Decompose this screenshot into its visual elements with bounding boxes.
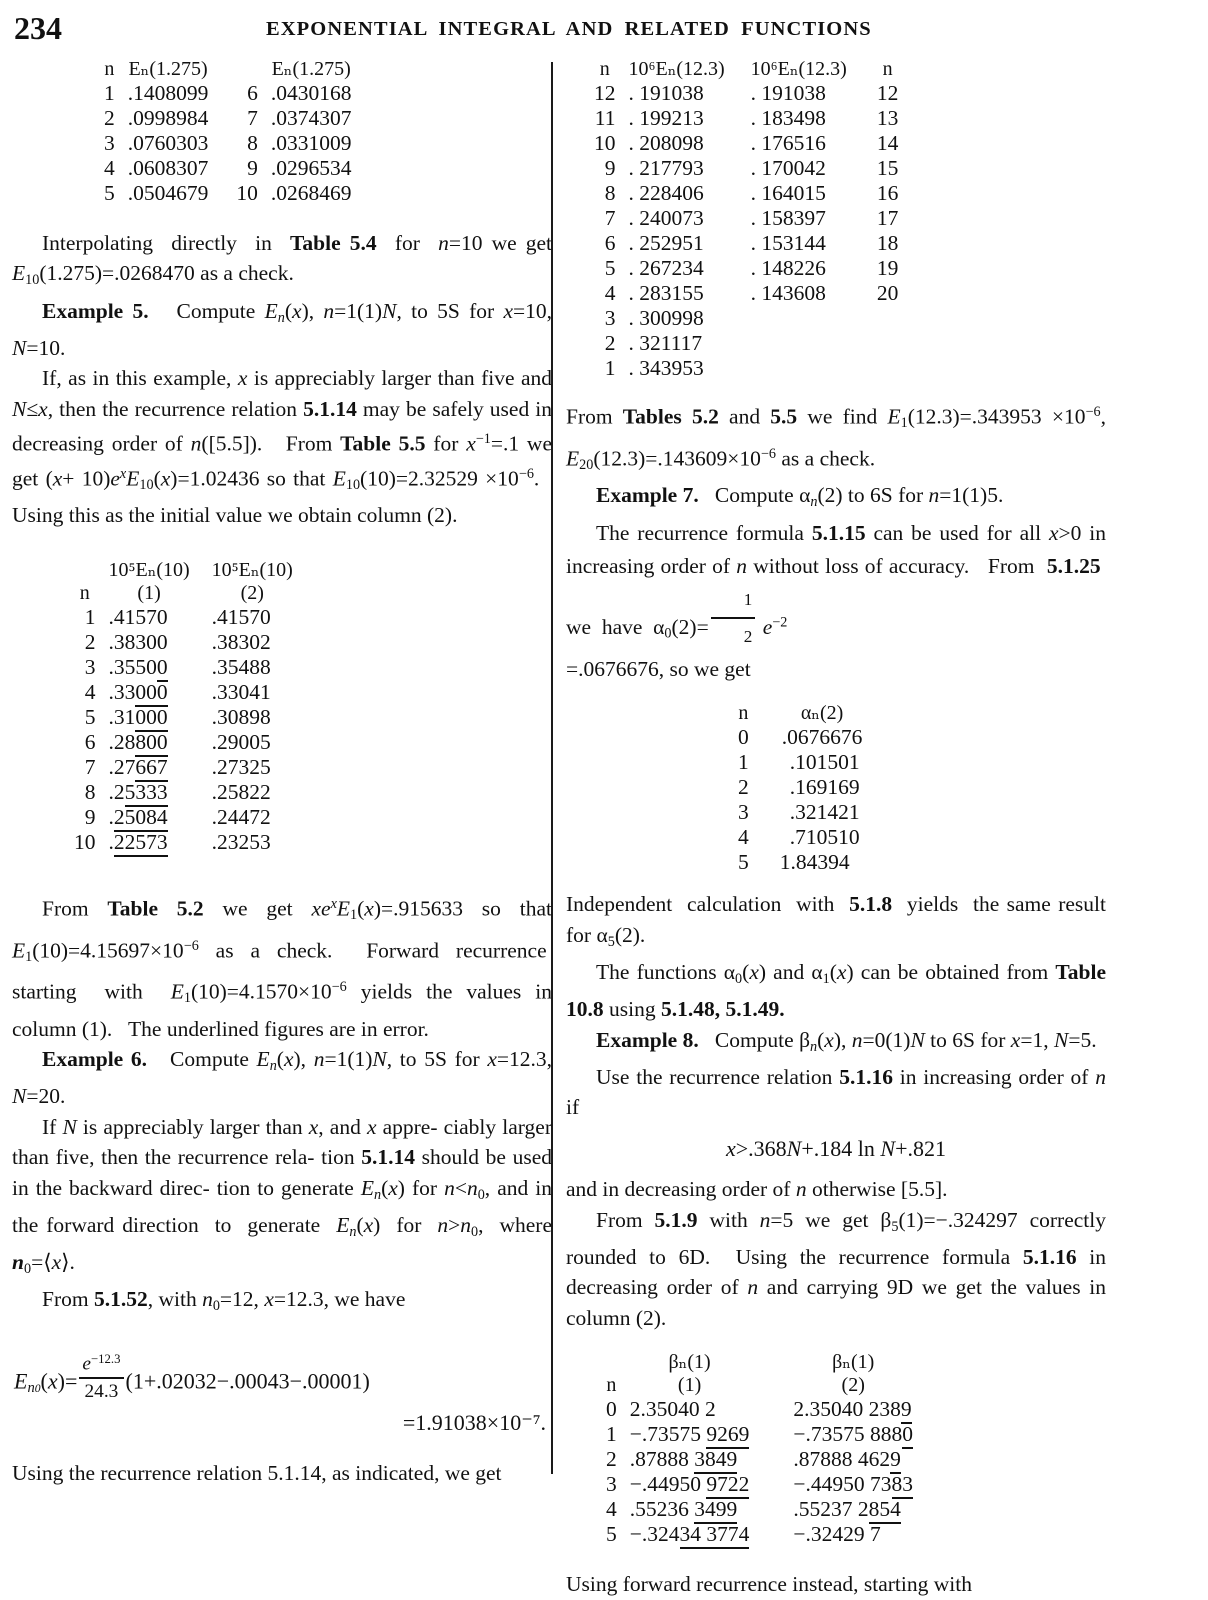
row-index: 2: [606, 1447, 617, 1472]
row-index: 1: [604, 356, 616, 380]
row-index: 0: [606, 1397, 617, 1422]
row-value: .101501: [789, 750, 860, 775]
para-example8: Example 8. Compute $\beta_n(x)$, n=0(1)N to 6S for x=1, N=5.: [596, 1027, 1097, 1055]
row-value-col1: .87888 3849: [630, 1447, 750, 1472]
example5-label: Example 5.: [42, 298, 149, 323]
row-value-col1: . 252951: [628, 231, 704, 255]
row-value-col1: .38300: [108, 629, 168, 654]
row-index-right: 17: [876, 206, 899, 230]
row-index: 3: [604, 306, 616, 330]
row-value-col1: .35500: [109, 655, 190, 680]
row-value-col2: .24472: [211, 804, 271, 829]
table-row: [594, 156, 898, 181]
error-digits: 000: [135, 680, 167, 707]
table-row: [594, 281, 898, 306]
row-value-col1: . 191038: [628, 81, 704, 105]
para-use-recurrence-5116: Use the recurrence relation 5.1.16 in increasing order of n if: [566, 1064, 1106, 1120]
header-col1-top: βₙ(1): [668, 1351, 711, 1374]
table-row: [594, 231, 898, 256]
header-value-left: Eₙ(1.275): [128, 58, 208, 80]
row-value-col2: .41570: [211, 604, 271, 629]
row-index: 4: [738, 825, 749, 850]
para-interpolating: Interpolating directly in Table 5.4 for n=10 we get $E_{10}(1.275)=.0268470$ as a check.: [12, 231, 553, 289]
row-value-col1: . 267234: [628, 256, 704, 280]
table-row: [74, 655, 293, 680]
row-value-col2: .87888 4629: [749, 1447, 913, 1472]
table-row: [594, 256, 898, 281]
row-index-right: 14: [876, 131, 899, 155]
table-beta-n-1: [606, 1349, 913, 1547]
table-row: [594, 306, 898, 331]
row-value-col1: . 217793: [628, 156, 704, 180]
row-value-2: .0331009: [270, 131, 352, 155]
table-row: [594, 131, 898, 156]
para-if-x-larger: If, as in this example, x is appreciably larger than five and N≤x, then the recurrence relation 5.1.14 may be safely used in decreasing order of n([5.5]). From Table 5.5 for $x^{-1}=.1$ we get $(x+ 10)e^xE_{10}(x)=1.02436$ so that $E_{10}(10)=2.32529 \times 10^{-6}$. Using this as the initial value we obtain column (2).: [12, 366, 552, 528]
row-index-right: 16: [876, 181, 899, 205]
table-row: [104, 131, 352, 156]
row-value-col2: .38302: [211, 629, 271, 654]
row-value-col2: . 164015: [750, 181, 826, 205]
table-header-row: [104, 56, 352, 81]
row-value: .321421: [789, 800, 860, 825]
running-title: EXPONENTIAL INTEGRAL AND RELATED FUNCTIONS: [266, 18, 872, 40]
row-index: 3: [606, 1472, 617, 1497]
row-value-col1: .25333: [109, 780, 190, 805]
error-digits: 9: [901, 1397, 912, 1424]
row-value-col2: . 170042: [750, 156, 826, 180]
row-index-right: 15: [876, 156, 899, 180]
para-from-5152: From 5.1.52, with $n_0=12$, x=12.3, we have: [42, 1287, 406, 1315]
header-col2: 10⁶Eₙ(12.3): [750, 58, 847, 80]
para-decreasing-order: and in decreasing order of n otherwise [5.5].: [566, 1177, 948, 1202]
header-n: n: [79, 581, 90, 604]
equation-inequality: x>.368N+.184 ln N+.821: [725, 1135, 946, 1161]
error-digits: 854: [869, 1497, 901, 1524]
row-value-col2: .33041: [211, 679, 271, 704]
row-value-col2: .27325: [211, 754, 271, 779]
table-row: [738, 825, 862, 850]
table-row: [74, 680, 293, 705]
row-index: 4: [104, 156, 115, 180]
row-index-2: 10: [236, 181, 258, 205]
row-value-2: .0268469: [270, 181, 352, 205]
table-row: [594, 181, 898, 206]
table-row: [74, 605, 293, 630]
row-index-right: 18: [876, 231, 899, 255]
table-row: [738, 725, 862, 750]
example8-label: Example 8.: [596, 1027, 699, 1052]
table-row: [74, 630, 293, 655]
header-col2-top: 10⁵Eₙ(10): [211, 558, 293, 581]
row-index: 10: [594, 131, 616, 155]
table-row: [738, 800, 862, 825]
row-value-col2: .29005: [211, 729, 271, 754]
table-header-row: [738, 700, 862, 725]
row-value-col2: −.32429 7: [793, 1522, 881, 1547]
table-row: [594, 81, 898, 106]
para-example6: Example 6. Compute $E_n(x)$, n=1(1)N, to 5S for x=12.3, N=20.: [12, 1047, 553, 1109]
header-alpha: αₙ(2): [800, 702, 844, 725]
row-index-2: 8: [247, 131, 258, 155]
para-independent-calc: Independent calculation with 5.1.8 yields the same result for $\alpha_5(2)$.: [566, 892, 1106, 950]
table-row: [74, 705, 293, 730]
row-value-col2: . 191038: [750, 81, 826, 105]
error-digits: 0: [902, 1422, 913, 1449]
table-header-row-bottom: [606, 1374, 913, 1397]
row-value: .0504679: [127, 181, 209, 205]
equation-result: =1.91038×10⁻⁷.: [402, 1409, 546, 1435]
table-row: [74, 730, 293, 755]
row-index: 8: [604, 181, 616, 205]
para-example5: Example 5. Compute $E_n(x)$, n=1(1)N, to 5S for x=10, N=10.: [12, 298, 552, 360]
header-col1: 10⁶Eₙ(12.3): [628, 58, 725, 80]
header-col2-bot: (2): [240, 581, 264, 604]
row-index: 2: [84, 629, 96, 654]
row-index-right: 12: [876, 81, 899, 105]
row-value-2: .0296534: [270, 156, 352, 180]
table-en-1275: [104, 56, 352, 206]
table-row: [104, 81, 352, 106]
table-row: [74, 780, 293, 805]
row-value: .169169: [789, 775, 860, 800]
row-index: 3: [104, 131, 115, 155]
header-n-right: [208, 56, 271, 81]
row-index: 4: [84, 679, 96, 704]
row-index-2: 7: [247, 106, 258, 130]
table-row: [104, 106, 352, 131]
row-index-right: 20: [876, 281, 899, 305]
error-digits: 9722: [706, 1472, 749, 1499]
table-row: [606, 1397, 913, 1422]
error-digits: 0: [157, 655, 168, 682]
row-index: 7: [604, 206, 616, 230]
row-index: 4: [604, 281, 616, 305]
row-value-col1: . 208098: [628, 131, 704, 155]
table-e-123: [594, 56, 898, 381]
equation-En0: $E_{n0}(x)=$ $\frac{e^{-12.3}}{24.3}$ (1+.02032−.00043−.00001) =1.91038×10⁻⁷.: [14, 1352, 552, 1437]
row-index: 6: [84, 729, 96, 754]
row-value-col2: .55237 2854: [749, 1497, 913, 1522]
row-index: 6: [604, 231, 616, 255]
row-value-col2: 2.35040 2389: [749, 1397, 913, 1422]
error-digits: 9269: [706, 1422, 749, 1449]
fraction-exp-over-243: $\frac{e^{-12.3}}{24.3}$: [79, 1352, 123, 1405]
row-value-col1: .28800: [109, 730, 190, 755]
row-index: 9: [604, 156, 616, 180]
table-row: [738, 850, 862, 875]
row-index-2: 9: [247, 156, 258, 180]
row-value-col1: 2.35040 2: [629, 1397, 716, 1422]
para-from-519: From 5.1.9 with n=5 we get $\beta_5(1)=-.324297$ correctly rounded to 6D. Using the recurrence formula 5.1.16 in decreasing order of n and carrying 9D we get the values in column (2).: [566, 1207, 1106, 1330]
row-index: 3: [84, 654, 96, 679]
row-value-col1: .27667: [109, 755, 190, 780]
header-n: n: [606, 1374, 617, 1397]
row-value-col2: −.44950 7383: [749, 1472, 913, 1497]
row-value-col1: . 199213: [628, 106, 704, 130]
row-value-col2: . 153144: [750, 231, 826, 255]
row-value-col2: . 176516: [750, 131, 826, 155]
table-row: [606, 1422, 913, 1447]
para-if-N-larger: If N is appreciably larger than x, and x appre- ciably larger than five, then the recurrence rela- tion 5.1.14 should be used in the backward direc- tion to generate $E_n(x)$ for $n<n_0$, and in the forward direction to generate $E_n(x)$ for $n>n_0$, where $n_0=⟨x⟩$.: [12, 1114, 553, 1277]
row-index: 1: [104, 81, 115, 105]
row-index: 3: [738, 800, 749, 825]
row-index-right: 19: [876, 256, 899, 280]
table-header-row-top: [74, 557, 293, 582]
row-index: 2: [604, 331, 616, 355]
error-digits: 5333: [125, 780, 168, 807]
para-example7: Example 7. Compute $\alpha_n(2)$ to 6S for n=1(1)5.: [596, 483, 1004, 511]
row-value: .0676676: [781, 725, 863, 750]
para-functions-alpha: The functions $\alpha_0(x)$ and $\alpha_1(x)$ can be obtained from Table 10.8 using 5.1.48, 5.1.49.: [566, 960, 1106, 1022]
row-index: 2: [738, 775, 749, 800]
row-index: 4: [606, 1497, 617, 1522]
row-value-col2: .25822: [211, 779, 271, 804]
table-row: [606, 1522, 913, 1547]
example6-label: Example 6.: [42, 1047, 148, 1072]
row-value-col1: .25084: [109, 805, 190, 830]
header-n-left: n: [104, 58, 115, 80]
row-index: 10: [74, 829, 96, 854]
row-value-col1: .22573: [109, 830, 190, 855]
row-index: 5: [104, 181, 115, 205]
row-index: 5: [604, 256, 616, 280]
row-index: 9: [84, 804, 96, 829]
row-value-col1: .41570: [108, 604, 168, 629]
row-value-col1: .33000: [109, 680, 190, 705]
fraction-one-half: $\frac{1}{2}$: [711, 583, 756, 653]
row-value-col1: . 321117: [628, 331, 703, 355]
header-n-right: n: [882, 58, 893, 80]
row-index-2: 6: [247, 81, 258, 105]
table-row: [594, 331, 898, 356]
para-using-recurrence: Using the recurrence relation 5.1.14, as indicated, we get: [12, 1461, 502, 1486]
row-value: .0998984: [127, 106, 209, 130]
row-index: 1: [738, 750, 749, 775]
error-digits: 3849: [694, 1447, 737, 1474]
row-value: .0608307: [127, 156, 209, 180]
header-n-left: n: [599, 58, 610, 80]
row-value-col2: . 183498: [750, 106, 826, 130]
table-row: [104, 156, 352, 181]
table-row: [594, 206, 898, 231]
table-row: [738, 750, 862, 775]
row-value-2: .0430168: [270, 81, 352, 105]
para-from-tables-52-55: From Tables 5.2 and 5.5 we find $E_1(12.3)=.343953 \times 10^{-6}$, $E_{20}(12.3)=.143609\times 10^{-6}$ as a check.: [566, 404, 1106, 473]
header-col2-bot: (2): [841, 1374, 865, 1397]
row-index: 11: [594, 106, 616, 130]
row-value-col2: . 148226: [750, 256, 826, 280]
table-e10-columns: [74, 557, 293, 855]
row-value-col1: . 240073: [628, 206, 704, 230]
table-row: [606, 1497, 913, 1522]
error-digits: 000: [135, 705, 167, 732]
row-value-col2: .30898: [211, 704, 271, 729]
table-alpha-n-2: [738, 700, 862, 875]
row-index: 8: [84, 779, 96, 804]
right-column: [566, 56, 1106, 1600]
row-value-2: .0374307: [270, 106, 352, 130]
row-value-col1: −.73575 9269: [630, 1422, 750, 1447]
row-index: 2: [104, 106, 115, 130]
page-number: 234: [14, 10, 62, 46]
row-value-col2: −.73575 8880: [749, 1422, 913, 1447]
row-value-col1: . 300998: [628, 306, 704, 330]
header-col1-bot: (1): [137, 581, 161, 604]
error-digits: 667: [135, 755, 167, 782]
table-row: [606, 1447, 913, 1472]
para-using-forward-recurrence: Using forward recurrence instead, starting with: [566, 1572, 972, 1597]
row-index: 5: [606, 1522, 617, 1547]
error-digits: 25084: [114, 805, 168, 832]
error-digits: 83: [892, 1472, 914, 1499]
row-value: .0760303: [127, 131, 209, 155]
row-index: 0: [738, 725, 749, 750]
table-row: [594, 356, 898, 381]
table-header-row-bottom: [74, 582, 293, 605]
row-index: 5: [84, 704, 96, 729]
table-row: [74, 805, 293, 830]
table-row: [594, 106, 898, 131]
table-row: [74, 755, 293, 780]
row-index: 1: [84, 604, 96, 629]
row-index: 5: [738, 850, 749, 875]
table-row: [104, 181, 352, 206]
row-value-col2: .35488: [211, 654, 271, 679]
header-value-right: Eₙ(1.275): [271, 58, 351, 80]
row-value-col2: . 143608: [750, 281, 826, 305]
row-value: 1.84394: [779, 850, 850, 875]
header-n: n: [738, 702, 749, 725]
row-value: .1408099: [127, 81, 209, 105]
left-column: [12, 56, 552, 1488]
table-header-row-top: [606, 1349, 913, 1374]
row-value-col1: . 343953: [628, 356, 704, 380]
row-value-col1: . 228406: [628, 181, 704, 205]
table-row: [606, 1472, 913, 1497]
header-col1-bot: (1): [677, 1374, 702, 1397]
running-head: [0, 8, 1208, 50]
error-digits: 800: [135, 730, 167, 757]
table-row: [74, 830, 293, 855]
header-col1-top: 10⁵Eₙ(10): [108, 558, 190, 581]
row-value-col1: −.32434 3774: [630, 1522, 750, 1547]
header-col2-top: βₙ(1): [832, 1351, 875, 1374]
para-from-table-52: From Table 5.2 we get $xe^xE_1(x)=.915633$ so that $E_1(10)=4.15697\times 10^{-6}$ as a check. Forward recurrence starting with $E_1(10)=4.1570\times 10^{-6}$ yields the values in column (1). The underlined figures are in error.: [12, 895, 552, 1041]
row-value-col1: . 283155: [628, 281, 704, 305]
row-index: 12: [594, 81, 616, 105]
table-row: [738, 775, 862, 800]
table-header-row: [594, 56, 898, 81]
row-value-col1: .55236 3499: [630, 1497, 750, 1522]
error-digits: 34 3774: [680, 1522, 750, 1549]
error-digits: 9: [890, 1447, 901, 1474]
row-value: .710510: [789, 825, 860, 850]
row-index-right: 13: [876, 106, 899, 130]
error-digits: 22573: [114, 830, 168, 857]
error-digits: 3499: [694, 1497, 737, 1524]
row-value-col1: −.44950 9722: [630, 1472, 750, 1497]
row-index: 7: [84, 754, 96, 779]
row-value-col2: . 158397: [750, 206, 826, 230]
row-index: 1: [606, 1422, 617, 1447]
row-value-col2: .23253: [211, 829, 271, 854]
para-recurrence-5115: The recurrence formula 5.1.15 can be used for all x>0 in increasing order of n without loss of accuracy. From 5.1.25 we have $\alpha_0(2)=$ $\frac{1}{2}$ $e^{-2}$ =.0676676, so we get: [566, 521, 1106, 682]
example7-label: Example 7.: [596, 483, 699, 508]
row-value-col1: .31000: [109, 705, 190, 730]
